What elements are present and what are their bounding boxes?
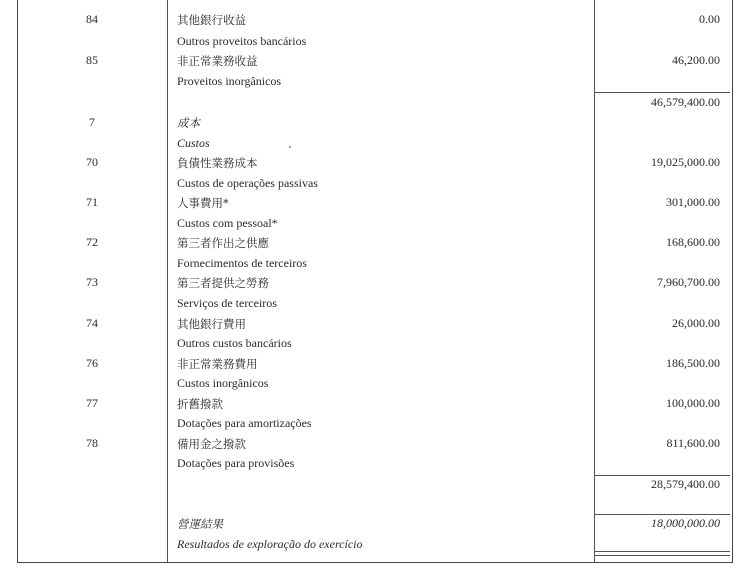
section-heading-pt: Custos (177, 136, 210, 150)
double-rule-bottom (594, 555, 730, 556)
account-code: 84 (86, 12, 98, 26)
account-code: 76 (86, 356, 98, 370)
description-pt: Serviços de terceiros (177, 296, 277, 310)
amount: 301,000.00 (666, 195, 720, 209)
double-rule-top (594, 551, 730, 552)
description-zh: 其他銀行收益 (177, 13, 246, 27)
description-pt: Outros proveitos bancários (177, 34, 307, 48)
amount: 7,960,700.00 (657, 275, 720, 289)
account-code: 77 (86, 396, 98, 410)
account-code: 74 (86, 316, 98, 330)
subtotal-amount: 46,579,400.00 (651, 95, 720, 109)
description-zh: 其他銀行費用 (177, 317, 246, 331)
speck (289, 146, 291, 148)
result-rule (594, 514, 730, 515)
amount: 19,025,000.00 (651, 155, 720, 169)
description-pt: Dotações para amortizações (177, 416, 312, 430)
description-zh: 折舊撥款 (177, 397, 223, 411)
account-code: 85 (86, 53, 98, 67)
subtotal-rule (594, 475, 730, 476)
description-pt: Custos de operações passivas (177, 176, 318, 190)
result-label-pt: Resultados de exploração do exercício (177, 537, 363, 551)
description-pt: Fornecimentos de terceiros (177, 256, 307, 270)
amount: 168,600.00 (666, 235, 720, 249)
account-code: 7 (89, 115, 95, 129)
account-code: 72 (86, 235, 98, 249)
amount: 100,000.00 (666, 396, 720, 410)
account-code: 73 (86, 275, 98, 289)
description-zh: 人事費用* (177, 196, 229, 210)
account-code: 78 (86, 436, 98, 450)
description-zh: 非正常業務費用 (177, 357, 258, 371)
column-divider-amount (594, 0, 595, 562)
result-label-zh: 營運結果 (177, 517, 223, 531)
description-zh: 非正常業務收益 (177, 54, 258, 68)
account-code: 71 (86, 195, 98, 209)
description-zh: 負債性業務成本 (177, 156, 258, 170)
description-pt: Dotações para provisões (177, 456, 295, 470)
amount: 811,600.00 (666, 436, 720, 450)
description-pt: Proveitos inorgânicos (177, 74, 282, 88)
description-pt: Outros custos bancários (177, 336, 292, 350)
section-heading-zh: 成本 (177, 116, 200, 130)
description-zh: 第三者作出之供應 (177, 236, 269, 250)
amount: 0.00 (699, 12, 720, 26)
description-pt: Custos inorgânicos (177, 376, 269, 390)
amount: 26,000.00 (672, 316, 720, 330)
description-pt: Custos com pessoal* (177, 216, 278, 230)
account-code: 70 (86, 155, 98, 169)
column-divider-code (167, 0, 168, 562)
result-amount: 18,000,000.00 (651, 516, 720, 530)
description-zh: 第三者提供之勞務 (177, 276, 269, 290)
description-zh: 備用金之撥款 (177, 437, 246, 451)
subtotal-rule (594, 92, 730, 93)
amount: 46,200.00 (672, 53, 720, 67)
amount: 186,500.00 (666, 356, 720, 370)
subtotal-amount: 28,579,400.00 (651, 477, 720, 491)
